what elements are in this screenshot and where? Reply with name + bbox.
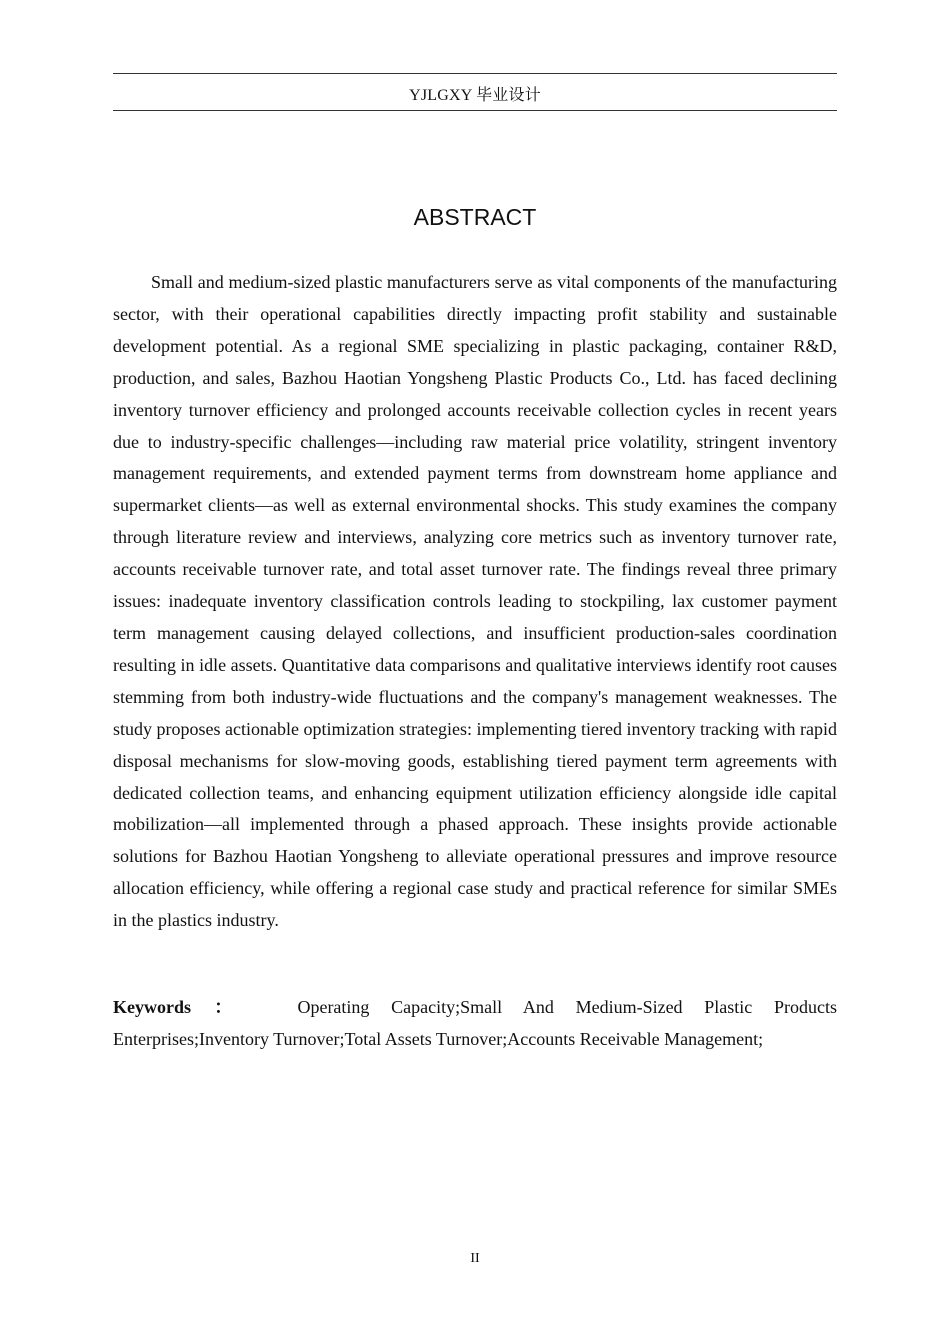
keywords-label: Keywords	[113, 997, 191, 1017]
keywords-colon: ：	[197, 997, 250, 1017]
page-number: II	[470, 1251, 480, 1266]
header-top-rule	[113, 73, 837, 74]
abstract-paragraph: Small and medium-sized plastic manufacturers serve as vital components of the manufacturing sector, with their operational capabilities directly impacting profit stability and sustainable development potential. As a regional SME specializing in plastic packaging, container R&D, production, and sales, Bazhou Haotian Yongsheng Plastic Products Co., Ltd. has faced declining inventory turnover efficiency and prolonged accounts receivable collection cycles in recent years due to industry-specific challenges—including raw material price volatility, stringent inventory management requirements, and extended payment terms from downstream home appliance and supermarket clients—as well as external environmental shocks. This study examines the company through literature review and interviews, analyzing core metrics such as inventory turnover rate, accounts receivable turnover rate, and total asset turnover rate. The findings reveal three primary issues: inadequate inventory classification controls leading to stockpiling, lax customer payment term management causing delayed collections, and insufficient production-sales coordination resulting in idle assets. Quantitative data comparisons and qualitative interviews identify root causes stemming from both industry-wide fluctuations and the company's management weaknesses. The study proposes actionable optimization strategies: implementing tiered inventory tracking with rapid disposal mechanisms for slow-moving goods, establishing tiered payment term agreements with dedicated collection teams, and enhancing equipment utilization efficiency alongside idle capital mobilization—all implemented through a phased approach. These insights provide actionable solutions for Bazhou Haotian Yongsheng to alleviate operational pressures and improve resource allocation efficiency, while offering a regional case study and practical reference for similar SMEs in the plastics industry.	[113, 272, 837, 931]
keywords-line	[113, 991, 837, 1055]
keywords-text: Operating Capacity;Small And Medium-Sized Plastic Products Enterprises;Inventory Turnover;Total Assets Turnover;Accounts Receivable Management;	[113, 997, 838, 1049]
abstract-title: ABSTRACT	[413, 204, 537, 230]
header-bottom-rule	[113, 110, 837, 111]
running-header: YJLGXY 毕业设计	[409, 87, 541, 104]
